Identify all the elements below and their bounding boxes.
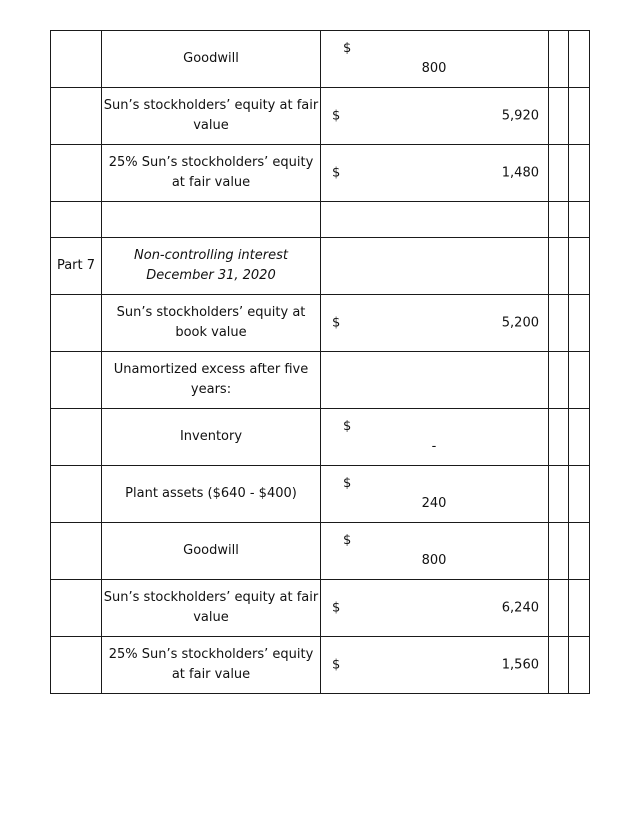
description-cell: Goodwill	[102, 523, 321, 580]
part-cell	[51, 466, 102, 523]
ledger-body	[51, 31, 590, 694]
amount-wrap	[321, 31, 548, 87]
extra-cell-2	[569, 409, 590, 466]
amount-cell	[321, 88, 549, 145]
currency-symbol: $	[332, 315, 341, 331]
currency-symbol: $	[332, 657, 341, 673]
table-row	[51, 88, 590, 145]
table-row	[51, 466, 590, 523]
extra-cell-1	[549, 580, 569, 637]
extra-cell-1	[549, 31, 569, 88]
amount-cell	[321, 637, 549, 694]
table-row	[51, 352, 590, 409]
extra-cell-2	[569, 580, 590, 637]
part-cell	[51, 523, 102, 580]
amount-wrap	[321, 88, 548, 144]
extra-cell-1	[549, 466, 569, 523]
table-row	[51, 202, 590, 238]
amount-value: 6,240	[501, 600, 539, 616]
extra-cell-1	[549, 352, 569, 409]
extra-cell-1	[549, 238, 569, 295]
part-cell	[51, 580, 102, 637]
part-cell	[51, 352, 102, 409]
part-cell	[51, 409, 102, 466]
amount-wrap	[321, 523, 548, 579]
extra-cell-1	[549, 145, 569, 202]
part-cell	[51, 145, 102, 202]
description-cell: 25% Sun’s stockholders’ equity at fair value	[102, 637, 321, 694]
description-cell: 25% Sun’s stockholders’ equity at fair value	[102, 145, 321, 202]
extra-cell-2	[569, 88, 590, 145]
table-row	[51, 295, 590, 352]
table-row	[51, 409, 590, 466]
extra-cell-1	[549, 88, 569, 145]
description-cell: Goodwill	[102, 31, 321, 88]
amount-value: -	[431, 439, 437, 454]
amount-value: 800	[421, 61, 447, 76]
amount-wrap	[321, 145, 548, 201]
amount-value: 800	[421, 553, 447, 568]
extra-cell-1	[549, 409, 569, 466]
extra-cell-2	[569, 637, 590, 694]
extra-cell-1	[549, 637, 569, 694]
amount-cell	[321, 523, 549, 580]
amount-cell	[321, 466, 549, 523]
part-cell	[51, 637, 102, 694]
extra-cell-1	[549, 295, 569, 352]
description-cell	[102, 202, 321, 238]
amount-wrap	[321, 466, 548, 522]
description-cell: Plant assets ($640 - $400)	[102, 466, 321, 523]
description-cell: Inventory	[102, 409, 321, 466]
extra-cell-1	[549, 523, 569, 580]
part-cell: Part 7	[51, 238, 102, 295]
currency-symbol: $	[343, 533, 352, 548]
currency-symbol: $	[332, 600, 341, 616]
extra-cell-2	[569, 145, 590, 202]
table-row	[51, 31, 590, 88]
extra-cell-2	[569, 352, 590, 409]
amount-wrap	[321, 409, 548, 465]
amount-cell	[321, 202, 549, 238]
amount-value: 1,560	[501, 657, 539, 673]
table-row	[51, 580, 590, 637]
amount-cell	[321, 409, 549, 466]
table-row	[51, 637, 590, 694]
description-cell: Sun’s stockholders’ equity at fair value	[102, 88, 321, 145]
currency-symbol: $	[332, 108, 341, 124]
amount-wrap	[321, 295, 548, 351]
amount-cell	[321, 31, 549, 88]
extra-cell-2	[569, 31, 590, 88]
extra-cell-2	[569, 238, 590, 295]
amount-value: 1,480	[501, 165, 539, 181]
extra-cell-1	[549, 202, 569, 238]
amount-wrap	[321, 637, 548, 693]
extra-cell-2	[569, 523, 590, 580]
ledger-table	[50, 30, 590, 694]
extra-cell-2	[569, 202, 590, 238]
amount-cell	[321, 238, 549, 295]
part-cell	[51, 88, 102, 145]
amount-cell	[321, 295, 549, 352]
part-cell	[51, 202, 102, 238]
amount-cell	[321, 580, 549, 637]
amount-wrap	[321, 580, 548, 636]
table-row	[51, 523, 590, 580]
currency-symbol: $	[343, 41, 352, 56]
table-row	[51, 145, 590, 202]
description-cell: Non-controlling interest December 31, 2020	[102, 238, 321, 295]
amount-value: 5,920	[501, 108, 539, 124]
extra-cell-2	[569, 466, 590, 523]
part-cell	[51, 295, 102, 352]
extra-cell-2	[569, 295, 590, 352]
amount-cell	[321, 352, 549, 409]
amount-cell	[321, 145, 549, 202]
currency-symbol: $	[332, 165, 341, 181]
amount-value: 5,200	[501, 315, 539, 331]
table-row	[51, 238, 590, 295]
part-cell	[51, 31, 102, 88]
currency-symbol: $	[343, 476, 352, 491]
amount-value: 240	[421, 496, 447, 511]
currency-symbol: $	[343, 419, 352, 434]
description-cell: Sun’s stockholders’ equity at book value	[102, 295, 321, 352]
description-cell: Unamortized excess after five years:	[102, 352, 321, 409]
description-cell: Sun’s stockholders’ equity at fair value	[102, 580, 321, 637]
